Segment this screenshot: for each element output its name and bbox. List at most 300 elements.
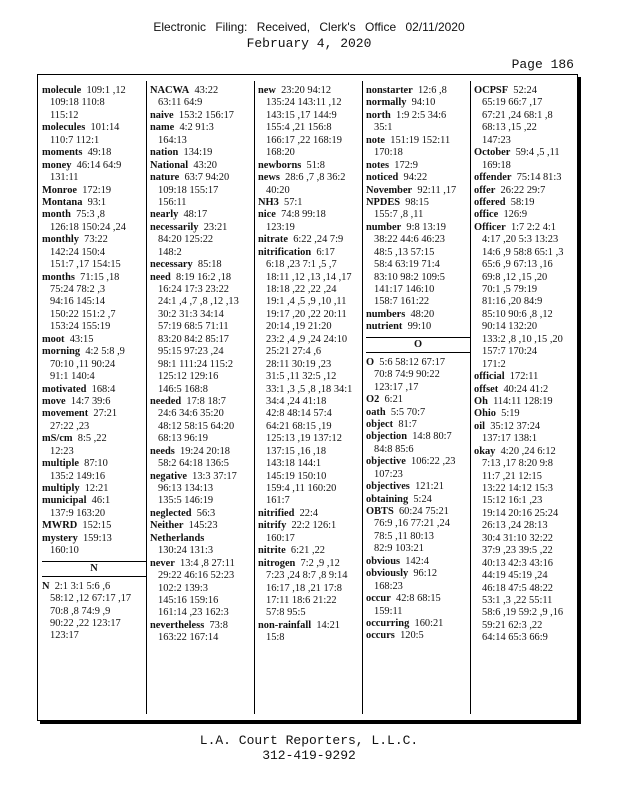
page-line-refs: 114:11 128:19 [493,395,553,407]
index-word: multiply [42,483,80,494]
index-entry [42,197,146,209]
index-word: moments [42,147,83,159]
page-line-refs: 5:24 [413,493,432,505]
page-line-refs: 35:1 [374,122,393,134]
page-line-refs: 98:1 111:24 115:2 [158,358,234,370]
index-entry [366,394,470,406]
index-word: nutrient [366,321,403,333]
page-line-refs: 126:18 150:24 ,24 [50,221,126,233]
index-word: nevertheless [150,619,205,631]
index-entry [258,234,362,246]
page-line-refs: 81:7 [398,418,417,430]
index-entry-continuation [474,607,578,619]
index-word: molecule [42,85,82,96]
page-line-refs: 75:24 78:2 ,3 [50,284,106,295]
index-entry-continuation [474,483,578,495]
index-entry-continuation [42,97,146,109]
index-entry [150,272,254,284]
page-line-refs: 67:21 ,24 68:1 ,8 [482,109,553,121]
index-entry-continuation [366,234,470,246]
index-entry-continuation [258,110,362,122]
page-line-refs: 22:4 [299,507,319,519]
page-line-refs: 84:20 125:22 [158,234,214,246]
index-word: needs [150,445,175,457]
page-line-refs: 125:13 ,19 137:12 [266,433,342,445]
page-line-refs: 166:17 ,22 168:19 [266,134,342,146]
page-line-refs: 135:2 149:16 [50,470,106,482]
page-line-refs: 49:18 [87,147,112,159]
index-word: motivated [42,383,87,395]
column-divider [470,81,471,714]
page-line-refs: 68:13 96:19 [158,433,208,445]
page-line-refs: 34:4 ,24 41:18 [266,395,327,407]
page-line-refs: 13:4 ,8 27:11 [180,557,235,569]
page-line-refs: 65:19 66:7 ,17 [482,97,543,109]
page-line-refs: 15:8 [266,632,285,644]
page-line-refs: 70:8 ,8 74:9 ,9 [50,605,111,617]
index-entry-continuation [258,334,362,346]
page-line-refs: 172:9 [394,159,418,171]
index-word: Ohio [474,408,496,420]
index-entry-continuation [258,147,362,159]
page-line-refs: 20:14 ,19 21:20 [266,321,332,333]
page-line-refs: 40:24 41:2 [503,383,549,395]
index-entry-continuation [150,570,254,582]
index-entry [366,431,470,443]
index-word: numbers [366,308,406,320]
index-table [37,74,578,721]
index-entry-continuation [42,222,146,234]
index-entry [366,160,470,172]
index-entry-continuation [150,309,254,321]
index-entry-continuation [42,630,146,642]
index-word: multiple [42,458,79,470]
index-word: nice [258,209,276,221]
index-entry-continuation [150,632,254,644]
index-entry-continuation [474,334,578,346]
index-entry-continuation [258,595,362,607]
index-word: necessary [150,259,193,271]
index-entry [258,620,362,632]
index-entry [150,446,254,458]
index-entry-continuation [474,122,578,134]
page-line-refs: 8:19 16:2 ,18 [176,271,232,283]
index-entry-continuation [258,346,362,358]
index-entry [150,147,254,159]
page-line-refs: 131:11 [50,172,79,184]
page-line-refs: 169:18 [482,159,511,171]
index-entry-continuation [474,570,578,582]
index-word: mS/cm [42,433,73,445]
page-line-refs: 46:14 64:9 [76,159,122,171]
page-line-refs: 7:2 ,9 ,12 [300,557,340,569]
page-line-refs: 29:22 46:16 52:23 [158,570,235,582]
page-line-refs: 85:10 90:6 ,8 ,12 [482,308,553,320]
index-word: nature [150,172,180,184]
page-line-refs: 18:11 ,12 ,13 ,14 ,17 [266,271,352,283]
index-entry [150,396,254,408]
index-entry-continuation [150,135,254,147]
index-word: oath [366,406,386,418]
index-entry [150,620,254,632]
page-line-refs: 152:15 [82,520,112,532]
page-line-refs: 123:17 ,17 [374,381,419,393]
page-line-refs: 110:7 112:1 [50,134,100,146]
index-entry [474,209,578,221]
index-entry [150,222,254,234]
page-line-refs: 57:8 95:5 [266,607,306,619]
index-entry [366,222,470,234]
index-entry [42,458,146,470]
index-word: Oh [474,395,488,407]
page-line-refs: 102:2 139:3 [158,582,208,594]
index-entry-continuation [258,408,362,420]
page-line-refs: 115:12 [50,109,79,121]
index-entry [258,209,362,221]
index-word: offer [474,184,496,196]
index-entry-continuation [150,334,254,346]
page-line-refs: 150:22 151:2 ,7 [50,308,116,320]
index-entry [258,85,362,97]
index-entry-continuation [258,607,362,619]
index-entry [366,630,470,642]
index-entry [474,147,578,159]
index-entry-continuation [258,446,362,458]
index-word: money [42,159,72,171]
page-line-refs: 4:2 91:3 [179,122,214,134]
index-entry [366,593,470,605]
page-line-refs: 43:20 [193,159,217,171]
index-entry-continuation [150,545,254,557]
page-line-refs: 84:8 85:6 [374,443,414,455]
index-word: National [150,159,189,171]
reporter-phone: 312-419-9292 [262,748,356,763]
index-entry-continuation [42,247,146,259]
index-word: Monroe [42,184,78,196]
page-line-refs: 63:7 94:20 [184,172,230,184]
page-line-refs: 14:6 ,9 58:8 65:1 ,3 [482,246,564,258]
index-word: N [42,580,50,592]
page-line-refs: 137:9 163:20 [50,507,106,519]
page-line-refs: 109:1 ,12 [86,85,126,96]
index-word: object [366,418,394,430]
page-line-refs: 160:17 [266,532,295,544]
page-line-refs: 58:6 ,19 59:2 ,9 ,16 [482,607,564,619]
index-word: offset [474,383,499,395]
index-entry [42,408,146,420]
page-line-refs: 7:23 ,24 8:7 ,8 9:14 [266,570,348,582]
page-line-refs: 94:10 [411,97,436,109]
page-line-refs: 6:18 ,23 7:1 ,5 ,7 [266,259,337,271]
index-entry [366,357,470,369]
index-entry [366,97,470,109]
index-entry [366,568,470,580]
index-word: Neither [150,520,184,532]
page-line-refs: 14:8 80:7 [412,431,452,443]
column-divider [254,81,255,714]
page-line-refs: 30:2 31:3 34:14 [158,308,224,320]
index-entry-continuation [474,533,578,545]
index-entry-continuation [42,284,146,296]
page-line-refs: 69:8 ,12 ,15 ,20 [482,271,548,283]
reporter-name: L.A. Court Reporters, L.L.C. [199,733,419,748]
index-entry-continuation [366,444,470,456]
index-entry-continuation [150,321,254,333]
page-line-refs: 59:4 ,5 ,11 [515,147,560,159]
index-entry-continuation [474,110,578,122]
index-word: O2 [366,394,380,406]
page-line-refs: 13:3 37:17 [192,470,237,482]
index-word: NH3 [258,196,279,208]
index-entry [474,408,578,420]
page-line-refs: 159:4 ,11 160:20 [266,483,337,494]
index-word: office [474,209,499,221]
index-word: nearly [150,209,179,221]
index-word: obtaining [366,493,409,505]
page-line-refs: 56:3 [196,507,216,519]
page-line-refs: 170:18 [374,147,403,159]
index-entry [150,160,254,172]
index-entry-continuation [366,122,470,134]
page-line-refs: 159:13 [82,532,112,544]
index-entry-continuation [42,296,146,308]
page-line-refs: 147:23 [482,134,511,146]
page-line-refs: 158:7 161:22 [374,296,430,308]
page-line-refs: 1:7 2:2 4:1 [510,221,556,233]
index-entry [42,272,146,284]
index-entry [474,185,578,197]
index-entry-continuation [366,147,470,159]
index-entry-continuation [474,471,578,483]
index-entry-continuation [366,382,470,394]
index-word: notes [366,159,390,171]
page-line-refs: 24:1 ,4 ,7 ,8 ,12 ,13 [158,296,239,308]
page-line-refs: 168:4 [91,383,116,395]
index-word: oil [474,420,485,432]
page-line-refs: 75:3 ,8 [76,209,105,221]
index-entry [150,508,254,520]
index-entry [42,346,146,358]
page-line-refs: 8:5 ,22 [77,433,107,445]
index-word: noticed [366,172,399,184]
page-line-refs: 59:21 62:3 ,22 [482,619,543,631]
index-entry [366,407,470,419]
index-word: occur [366,593,391,605]
page-line-refs: 19:14 20:16 25:24 [482,507,559,519]
page-line-refs: 123:17 [50,630,79,642]
index-entry [366,481,470,493]
index-word: necessarily [150,221,199,233]
page-line-refs: 168:23 [374,580,403,592]
page-line-refs: 133:2 ,8 ,10 ,15 ,20 [482,333,563,345]
page-line-refs: 46:18 47:5 48:22 [482,582,554,594]
index-entry [366,172,470,184]
page-line-refs: 23:20 94:12 [281,85,332,96]
page-line-refs: 81:16 ,20 84:9 [482,296,543,308]
index-entry-continuation [366,296,470,308]
index-word: month [42,209,71,221]
page-line-refs: 168:20 [266,147,295,159]
page-line-refs: 51:8 [306,159,325,171]
index-entry-continuation [150,284,254,296]
index-entry-continuation [258,483,362,495]
index-entry-continuation [150,197,254,209]
page-line-refs: 19:1 ,4 ,5 ,9 ,10 ,11 [266,296,347,308]
index-entry [150,122,254,134]
index-column-1 [42,85,146,643]
index-entry [42,581,146,593]
page-line-refs: 12:6 ,8 [417,85,447,96]
index-entry [474,421,578,433]
index-word: never [150,557,175,569]
index-entry [150,85,254,97]
page-line-refs: 4:20 ,24 6:12 [500,445,556,457]
page-line-refs: 58:4 63:19 71:4 [374,259,440,271]
page-line-refs: 28:6 ,7 ,8 36:2 [285,172,346,184]
index-column-5 [474,85,578,645]
index-entry [366,419,470,431]
page-line-refs: 63:11 64:9 [158,97,203,109]
page-line-refs: 60:24 75:21 [398,506,449,517]
index-entry-continuation [42,593,146,605]
index-word: offered [474,196,506,208]
index-entry [150,110,254,122]
page-line-refs: 70:10 ,11 90:24 [50,358,116,370]
index-entry-continuation [474,247,578,259]
index-entry-continuation [258,359,362,371]
page-line-refs: 6:17 [316,246,335,258]
index-entry [474,396,578,408]
index-entry [366,456,470,468]
page-line-refs: 130:24 131:3 [158,545,214,557]
index-entry-continuation [366,209,470,221]
page-line-refs: 151:19 152:11 [390,134,451,146]
page-line-refs: 38:22 44:6 46:23 [374,234,446,246]
page-line-refs: 28:11 30:19 ,23 [266,358,332,370]
index-column-2 [150,85,254,645]
index-entry-continuation [366,369,470,381]
page-line-refs: 18:18 ,22 ,22 ,24 [266,284,337,295]
page-line-refs: 7:13 ,17 8:20 9:8 [482,458,554,470]
index-word: offender [474,172,512,184]
index-word: MWRD [42,520,78,532]
index-entry [366,506,470,518]
index-entry [366,556,470,568]
page-line-refs: 48:17 [183,209,208,221]
page-line-refs: 137:17 138:1 [482,433,538,445]
index-word: moot [42,333,65,345]
index-word: movement [42,408,89,420]
index-entry-continuation [258,296,362,308]
index-word: OCPSF [474,85,509,96]
index-word: OBTS [366,506,394,517]
index-entry-continuation [42,471,146,483]
page-line-refs: 164:13 [158,134,187,146]
page-line-refs: 71:15 ,18 [80,271,120,283]
index-entry-continuation [474,259,578,271]
page-line-refs: 12:23 [50,445,74,457]
index-entry [42,147,146,159]
index-entry-continuation [150,421,254,433]
index-entry-continuation [258,471,362,483]
index-entry-continuation [42,172,146,184]
index-entry-continuation [474,296,578,308]
index-word: morning [42,346,81,358]
index-entry [42,384,146,396]
index-entry-continuation [474,520,578,532]
page-line-refs: 17:8 18:7 [186,395,226,407]
index-entry [42,520,146,532]
page-line-refs: 92:11 ,17 [417,184,457,196]
index-entry [42,234,146,246]
index-entry [42,85,146,97]
index-entry-continuation [366,543,470,555]
index-entry-continuation [258,135,362,147]
index-entry-continuation [258,222,362,234]
index-entry [258,558,362,570]
page-line-refs: 85:18 [197,259,222,271]
index-entry-continuation [258,495,362,507]
page-line-refs: 58:19 [510,196,535,208]
index-entry-continuation [150,384,254,396]
index-entry-continuation [150,234,254,246]
index-entry [258,172,362,184]
index-word: north [366,109,391,121]
index-entry [150,172,254,184]
index-entry-continuation [474,632,578,644]
page-line-refs: 94:22 [403,172,428,184]
page-line-refs: 43:22 [194,85,219,96]
index-entry-continuation [42,321,146,333]
index-entry [366,321,470,333]
index-word: new [258,85,276,96]
page-line-refs: 44:19 45:19 ,24 [482,570,548,582]
index-word: November [366,184,413,196]
index-entry-continuation [258,272,362,284]
page-line-refs: 125:12 129:16 [158,371,219,383]
index-entry-continuation [474,620,578,632]
page-line-refs: 153:24 155:19 [50,321,111,333]
index-entry-continuation [474,346,578,358]
page-line-refs: 73:22 [84,234,108,246]
page-line-refs: 52:24 [513,85,537,96]
index-word: news [258,172,280,184]
index-entry-continuation [366,531,470,543]
index-entry-continuation [42,618,146,630]
index-entry [366,110,470,122]
section-letter: O [366,337,470,353]
index-word: obvious [366,555,401,567]
page-line-refs: 24:6 34:6 35:20 [158,408,224,420]
index-word: occurs [366,630,395,642]
page-line-refs: 16:24 17:3 23:22 [158,284,230,295]
index-entry-continuation [258,97,362,109]
index-entry [474,172,578,184]
page-line-refs: 46:1 [91,495,111,507]
page-line-refs: 78:5 ,11 80:13 [374,530,434,542]
page-line-refs: 163:22 167:14 [158,632,219,644]
index-entry-continuation [258,321,362,333]
index-entry-continuation [42,135,146,147]
index-entry [258,508,362,520]
index-word: non-rainfall [258,619,312,631]
page-line-refs: 70:1 ,5 79:19 [482,284,538,295]
index-entry [366,85,470,97]
page-line-refs: 143:18 144:1 [266,458,322,470]
index-entry-continuation [42,446,146,458]
page-line-refs: 26:13 ,24 28:13 [482,520,548,532]
page-line-refs: 68:13 ,15 ,22 [482,122,537,134]
